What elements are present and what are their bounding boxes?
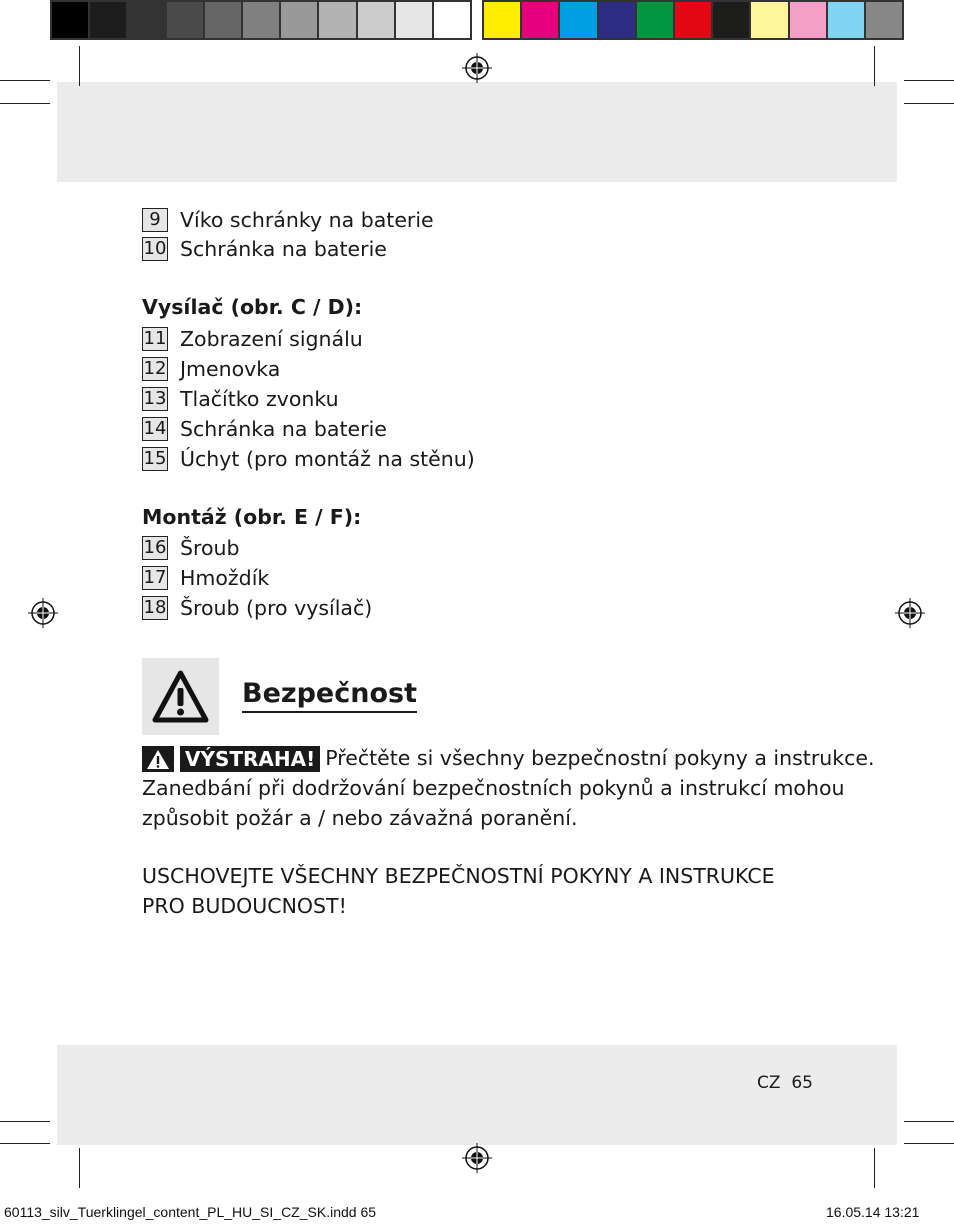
transmitter-heading: Vysílač (obr. C / D): [142, 295, 363, 319]
warning-text: způsobit požár a / nebo závažná poranění. [142, 806, 578, 830]
color-swatch [484, 2, 522, 38]
color-swatch [560, 2, 598, 38]
color-swatch [522, 2, 560, 38]
header-band [57, 82, 897, 182]
color-swatch [434, 2, 470, 38]
list-item [142, 327, 363, 351]
list-item [142, 447, 475, 471]
keep-text: USCHOVEJTE VŠECHNY BEZPEČNOSTNÍ POKYNY A INSTRUKCE [142, 864, 775, 888]
color-swatch [319, 2, 357, 38]
registration-mark-icon [895, 598, 925, 628]
color-swatch [52, 2, 90, 38]
crop-mark [904, 80, 954, 81]
list-item [142, 208, 434, 232]
color-swatch [396, 2, 434, 38]
file-slug: 60113_silv_Tuerklingel_content_PL_HU_SI_CZ_SK.indd 65 [4, 1204, 377, 1220]
list-item [142, 387, 339, 411]
part-number: 16 [143, 537, 167, 558]
part-label: Šroub (pro vysílač) [180, 596, 373, 620]
color-swatch [281, 2, 319, 38]
part-label: Víko schránky na baterie [180, 208, 434, 232]
registration-mark-icon [462, 1143, 492, 1173]
crop-mark [0, 103, 50, 104]
page-num: 65 [791, 1073, 813, 1093]
color-swatch [866, 2, 902, 38]
part-label: Zobrazení signálu [180, 327, 363, 351]
footer-band [57, 1045, 897, 1145]
crop-mark [904, 1121, 954, 1122]
color-swatch [713, 2, 751, 38]
part-number: 14 [143, 418, 167, 439]
warning-icon-box [142, 658, 219, 735]
part-number: 17 [143, 567, 167, 588]
part-label: Šroub [180, 536, 240, 560]
color-swatch [751, 2, 789, 38]
crop-mark [0, 1143, 50, 1144]
section-title: Bezpečnost [242, 678, 417, 713]
mounting-heading: Montáž (obr. E / F): [142, 505, 362, 529]
list-item [142, 357, 280, 381]
crop-mark [874, 46, 875, 86]
color-swatch [90, 2, 128, 38]
warning-text: Zanedbání při dodržování bezpečnostních pokynů a instrukcí mohou [142, 776, 845, 800]
warning-paragraph [142, 743, 875, 833]
part-label: Schránka na baterie [180, 417, 387, 441]
page-number [757, 1073, 813, 1093]
grayscale-color-bar [50, 0, 472, 40]
part-number: 18 [143, 597, 167, 618]
part-number: 11 [143, 328, 167, 349]
keep-text: PRO BUDOUCNOST! [142, 894, 347, 918]
crop-mark [79, 46, 80, 86]
color-swatch [790, 2, 828, 38]
color-swatch [243, 2, 281, 38]
list-item [142, 536, 240, 560]
color-swatch [637, 2, 675, 38]
color-swatch [828, 2, 866, 38]
part-number: 13 [143, 388, 167, 409]
crop-mark [0, 1121, 50, 1122]
list-item [142, 596, 372, 620]
color-swatch [675, 2, 713, 38]
part-label: Úchyt (pro montáž na stěnu) [180, 447, 475, 471]
color-swatch [128, 2, 166, 38]
part-label: Tlačítko zvonku [180, 387, 339, 411]
process-color-bar [482, 0, 904, 40]
crop-mark [904, 1143, 954, 1144]
color-swatch [599, 2, 637, 38]
crop-mark [904, 103, 954, 104]
list-item [142, 417, 387, 441]
warning-badge: VÝSTRAHA! [180, 746, 320, 772]
part-number: 9 [142, 208, 168, 232]
part-label: Jmenovka [180, 357, 281, 381]
part-number: 10 [143, 238, 167, 259]
part-label: Hmoždík [180, 566, 270, 590]
warning-triangle-icon [142, 658, 219, 735]
part-label: Schránka na baterie [180, 237, 387, 261]
crop-mark [0, 80, 50, 81]
warning-triangle-icon [142, 746, 174, 772]
list-item [142, 237, 387, 261]
timestamp: 16.05.14 13:21 [826, 1204, 920, 1220]
crop-mark [874, 1148, 875, 1188]
part-number: 12 [143, 358, 167, 379]
language-code: CZ [757, 1073, 781, 1093]
registration-mark-icon [28, 598, 58, 628]
part-number: 15 [143, 448, 167, 469]
warning-text: Přečtěte si všechny bezpečnostní pokyny a instrukce. [325, 746, 875, 770]
keep-instructions [142, 861, 775, 921]
color-swatch [205, 2, 243, 38]
crop-mark [79, 1148, 80, 1188]
registration-mark-icon [462, 53, 492, 83]
list-item [142, 566, 269, 590]
color-swatch [167, 2, 205, 38]
color-swatch [358, 2, 396, 38]
